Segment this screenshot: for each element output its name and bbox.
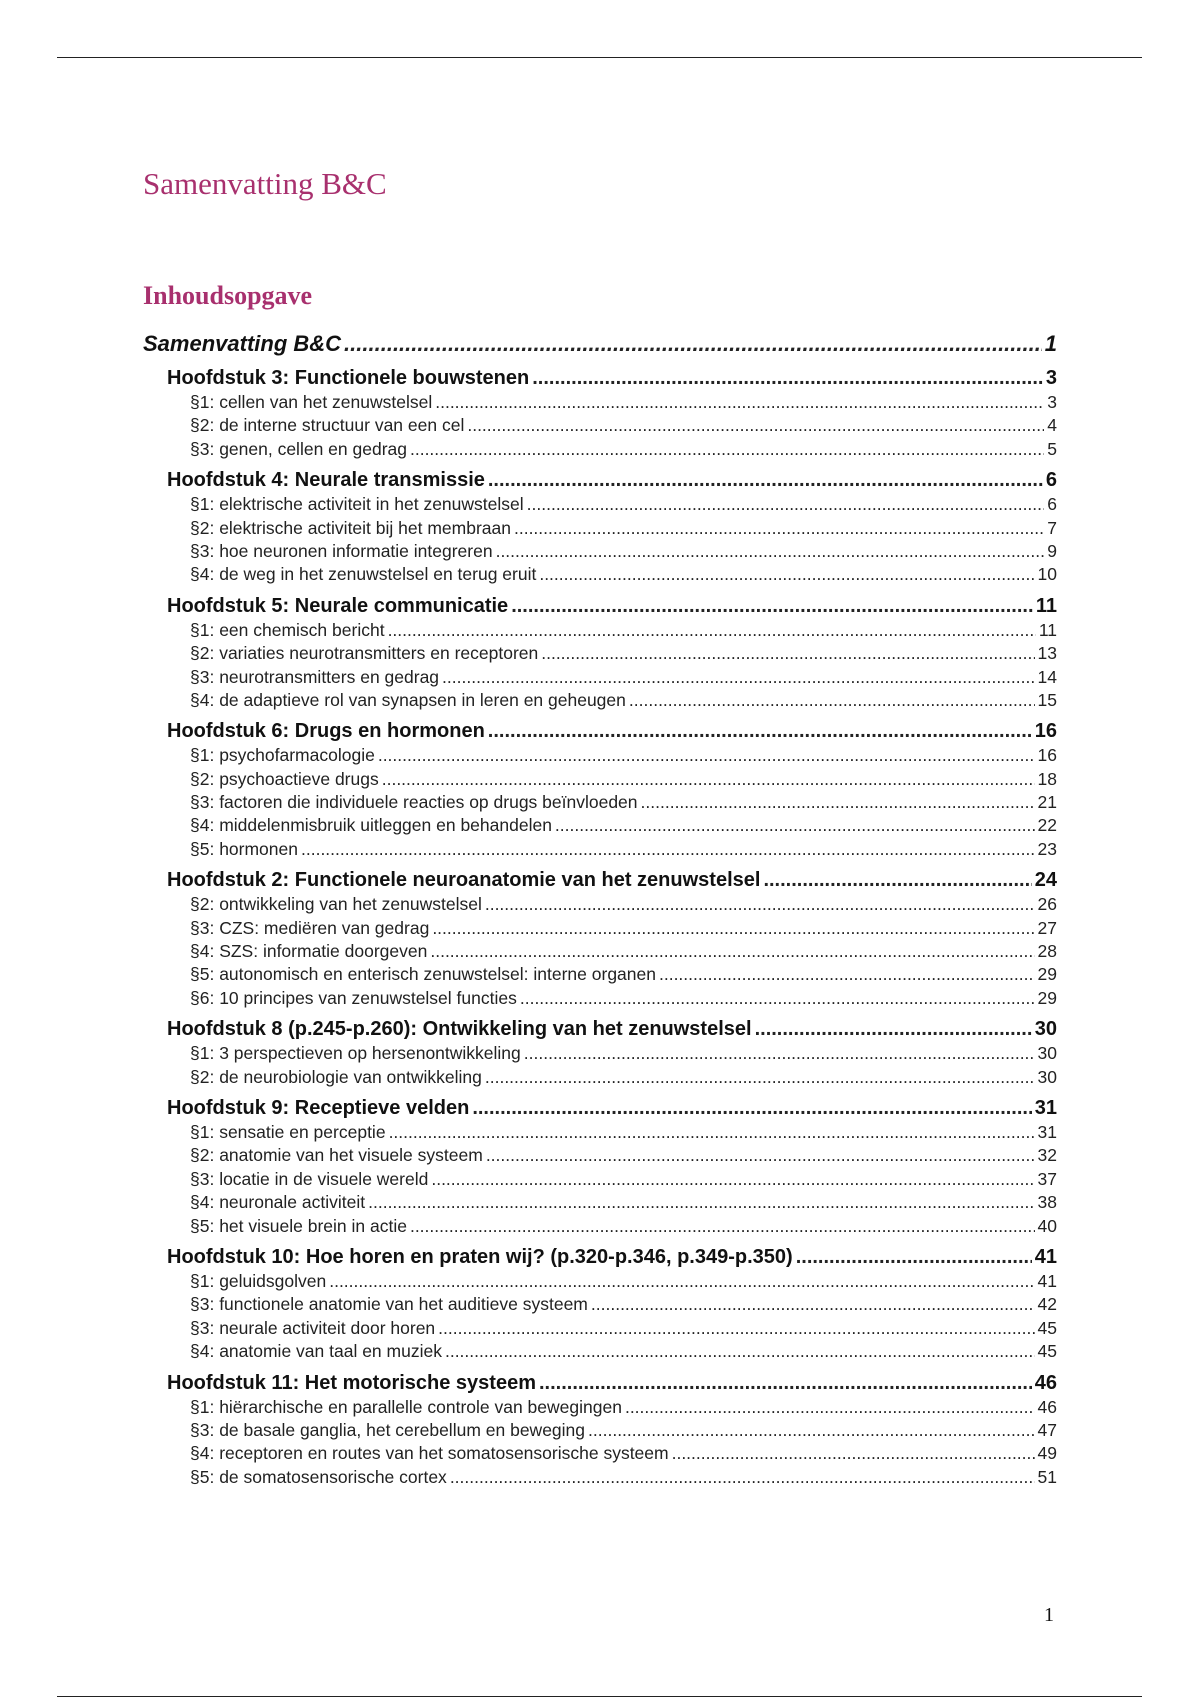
dot-leader [514,518,1044,539]
toc-section-entry[interactable] [143,690,1057,713]
section-page: 5 [1047,438,1057,459]
chapter-label: Hoofdstuk 3: Functionele bouwstenen [167,367,530,389]
section-label: §4: middelenmisbruik uitleggen en behandelen [190,815,552,836]
toc-section-entry[interactable] [143,494,1057,517]
chapter-page: 11 [1035,594,1057,617]
toc-section-entry[interactable] [143,667,1057,690]
section-page: 46 [1037,1396,1057,1417]
dot-leader [488,469,1043,492]
chapter-page: 24 [1034,869,1057,892]
dot-leader [796,1246,1032,1269]
dot-leader [532,367,1043,390]
dot-leader [641,792,1035,813]
toc-section-entry[interactable] [143,1067,1057,1090]
section-label: §5: hormonen [190,838,298,859]
dot-leader [430,941,1034,962]
dot-leader [763,869,1031,892]
toc-chapter-entry[interactable] [143,869,1057,894]
toc-section-entry[interactable] [143,1294,1057,1317]
toc-section-entry[interactable] [143,1192,1057,1215]
dot-leader [329,1271,1034,1292]
toc-section-entry[interactable] [143,1216,1057,1239]
toc-chapter-entry[interactable] [143,367,1057,392]
dot-leader [539,1372,1032,1395]
section-label: §3: factoren die individuele reacties op drugs beïnvloeden [190,792,638,813]
section-page: 42 [1037,1294,1057,1315]
dot-leader [541,643,1034,664]
section-page: 26 [1037,894,1057,915]
toc-section-entry[interactable] [143,815,1057,838]
section-page: 4 [1047,415,1057,436]
toc-chapter-entry[interactable] [143,595,1057,620]
dot-leader [301,839,1035,860]
toc-chapter [143,367,1057,462]
toc-section-entry[interactable] [143,745,1057,768]
section-label: §5: autonomisch en enterisch zenuwstelsel: interne organen [190,964,656,985]
dot-leader [524,1043,1035,1064]
toc-chapter-entry[interactable] [143,1246,1057,1271]
dot-leader [410,439,1044,460]
toc-section-entry[interactable] [143,518,1057,541]
section-page: 45 [1037,1317,1057,1338]
section-page: 51 [1037,1466,1057,1487]
section-label: §3: functionele anatomie van het auditieve systeem [190,1294,588,1315]
chapter-label: Hoofdstuk 11: Het motorische systeem [167,1371,536,1394]
section-label: §2: ontwikkeling van het zenuwstelsel [190,894,482,915]
toc-section-entry[interactable] [143,1318,1057,1341]
dot-leader [368,1192,1034,1213]
dot-leader [485,1067,1035,1088]
chapter-page: 16 [1034,720,1057,743]
toc-chapter [143,595,1057,714]
chapter-page: 6 [1045,469,1057,492]
dot-leader [382,769,1035,790]
footer-rule [57,1696,1142,1697]
section-page: 37 [1037,1168,1057,1189]
dot-leader [378,745,1035,766]
toc-chapter-entry[interactable] [143,469,1057,494]
section-page: 47 [1037,1419,1057,1440]
dot-leader [435,392,1044,413]
dot-leader [520,988,1035,1009]
section-label: §3: genen, cellen en gedrag [190,438,407,459]
section-page: 28 [1037,941,1057,962]
dot-leader [511,595,1033,618]
section-page: 23 [1037,838,1057,859]
section-page: 15 [1037,689,1057,710]
section-label: §2: de interne structuur van een cel [190,415,465,436]
section-page: 30 [1037,1043,1057,1064]
toc-chapter [143,1372,1057,1491]
section-label: §1: geluidsgolven [190,1270,327,1291]
section-page: 40 [1037,1215,1057,1236]
chapter-label: Hoofdstuk 4: Neurale transmissie [167,469,485,492]
dot-leader [527,494,1045,515]
section-page: 29 [1037,987,1057,1008]
section-page: 41 [1037,1270,1057,1291]
section-label: §5: de somatosensorische cortex [190,1466,447,1487]
chapter-page: 41 [1034,1245,1057,1268]
toc-chapter-entry[interactable] [143,1097,1057,1122]
dot-leader [555,815,1035,836]
toc-section-entry[interactable] [143,918,1057,941]
section-label: §4: de adaptieve rol van synapsen in leren en geheugen [190,689,626,710]
section-label: §1: elektrische activiteit in het zenuwstelsel [190,494,524,515]
dot-leader [625,1397,1035,1418]
dot-leader [588,1420,1035,1441]
section-page: 31 [1037,1121,1057,1142]
section-page: 10 [1037,564,1057,585]
dot-leader [442,667,1034,688]
section-page: 22 [1037,815,1057,836]
toc-chapter [143,469,1057,588]
toc-section-entry[interactable] [143,1271,1057,1294]
toc-section-entry[interactable] [143,643,1057,666]
section-label: §2: variaties neurotransmitters en receptoren [190,643,539,664]
section-page: 21 [1037,792,1057,813]
section-page: 49 [1037,1443,1057,1464]
toc-section-entry[interactable] [143,941,1057,964]
section-page: 32 [1037,1145,1057,1166]
toc-chapter [143,720,1057,862]
toc-section-entry[interactable] [143,564,1057,587]
section-label: §3: hoe neuronen informatie integreren [190,540,493,561]
section-page: 3 [1047,392,1057,412]
section-page: 45 [1037,1341,1057,1362]
section-page: 29 [1037,964,1057,985]
toc-section-entry[interactable] [143,769,1057,792]
toc-section-entry[interactable] [143,439,1057,462]
toc-section-entry[interactable] [143,839,1057,862]
toc-chapter [143,1018,1057,1090]
section-page: 18 [1037,768,1057,789]
section-label: §1: hiërarchische en parallelle controle van bewegingen [190,1396,622,1417]
dot-leader [438,1318,1034,1339]
toc-section-entry[interactable] [143,415,1057,438]
toc-section-entry[interactable] [143,792,1057,815]
chapter-page: 3 [1045,367,1057,389]
dot-leader [344,331,1042,357]
section-label: §2: elektrische activiteit bij het membraan [190,517,511,538]
chapter-label: Hoofdstuk 2: Functionele neuroanatomie van het zenuwstelsel [167,869,761,892]
section-label: §2: de neurobiologie van ontwikkeling [190,1066,482,1087]
section-label: §4: SZS: informatie doorgeven [190,941,428,962]
toc-section-entry[interactable] [143,1341,1057,1364]
toc-chapter-entry[interactable] [143,1018,1057,1043]
toc-section-entry[interactable] [143,541,1057,564]
chapter-label: Hoofdstuk 8 (p.245-p.260): Ontwikkeling van het zenuwstelsel [167,1018,752,1041]
dot-leader [389,1122,1035,1143]
toc-entry-label: Samenvatting B&C [143,331,342,356]
toc-chapter [143,1246,1057,1365]
toc-section-entry[interactable] [143,1169,1057,1192]
toc-heading: Inhoudsopgave [143,281,313,310]
dot-leader [539,564,1034,585]
toc-entry-page: 1 [1044,331,1057,356]
dot-leader [486,1145,1035,1166]
dot-leader [496,541,1045,562]
toc-chapter-entry[interactable] [143,720,1057,745]
dot-leader [488,720,1032,743]
section-label: §5: het visuele brein in actie [190,1215,407,1236]
chapter-label: Hoofdstuk 9: Receptieve velden [167,1096,470,1119]
document-title: Samenvatting B&C [143,166,387,201]
dot-leader [591,1294,1035,1315]
dot-leader [467,415,1044,436]
toc-section-entry[interactable] [143,620,1057,643]
section-label: §1: een chemisch bericht [190,619,385,640]
header-rule [57,57,1142,58]
toc-section-entry[interactable] [143,1043,1057,1066]
section-label: §3: neurale activiteit door horen [190,1317,436,1338]
section-label: §3: neurotransmitters en gedrag [190,666,440,687]
toc-section-entry[interactable] [143,1420,1057,1443]
section-label: §2: anatomie van het visuele systeem [190,1145,483,1166]
chapter-label: Hoofdstuk 6: Drugs en hormonen [167,720,485,743]
page-number: 1 [1044,1604,1054,1626]
section-page: 14 [1037,666,1057,687]
toc-chapter-entry[interactable] [143,1372,1057,1397]
section-label: §1: cellen van het zenuwstelsel [190,392,433,412]
dot-leader [445,1341,1035,1362]
table-of-contents [143,331,1057,1490]
section-page: 9 [1047,540,1057,561]
toc-chapter [143,1097,1057,1239]
section-page: 6 [1047,494,1057,515]
toc-section-entry[interactable] [143,1443,1057,1466]
chapter-page: 31 [1034,1096,1057,1119]
section-label: §4: de weg in het zenuwstelsel en terug eruit [190,564,537,585]
dot-leader [629,690,1035,711]
section-label: §1: psychofarmacologie [190,745,375,766]
toc-chapter [143,869,1057,1011]
dot-leader [485,894,1035,915]
section-page: 30 [1037,1066,1057,1087]
dot-leader [659,964,1035,985]
toc-section-entry[interactable] [143,1122,1057,1145]
toc-section-entry[interactable] [143,392,1057,415]
dot-leader [672,1443,1035,1464]
section-page: 7 [1047,517,1057,538]
toc-section-entry[interactable] [143,1145,1057,1168]
section-label: §6: 10 principes van zenuwstelsel functies [190,987,517,1008]
section-label: §3: locatie in de visuele wereld [190,1168,429,1189]
section-page: 38 [1037,1192,1057,1213]
section-page: 16 [1037,745,1057,766]
chapter-page: 46 [1034,1371,1057,1394]
dot-leader [755,1018,1032,1041]
dot-leader [472,1097,1031,1120]
chapter-page: 30 [1034,1018,1057,1041]
section-label: §4: neuronale activiteit [190,1192,366,1213]
toc-section-entry[interactable] [143,894,1057,917]
toc-section-entry[interactable] [143,988,1057,1011]
dot-leader [410,1216,1035,1237]
toc-section-entry[interactable] [143,1397,1057,1420]
section-label: §3: de basale ganglia, het cerebellum en beweging [190,1419,586,1440]
section-label: §1: 3 perspectieven op hersenontwikkeling [190,1043,521,1064]
section-label: §2: psychoactieve drugs [190,768,379,789]
toc-entry-title[interactable] [143,331,1057,359]
dot-leader [450,1467,1035,1488]
section-label: §4: receptoren en routes van het somatosensorische systeem [190,1443,669,1464]
section-page: 27 [1037,917,1057,938]
section-label: §4: anatomie van taal en muziek [190,1341,442,1362]
chapter-label: Hoofdstuk 5: Neurale communicatie [167,594,509,617]
dot-leader [432,918,1034,939]
chapter-label: Hoofdstuk 10: Hoe horen en praten wij? (p.320-p.346, p.349-p.350) [167,1245,793,1268]
dot-leader [431,1169,1034,1190]
toc-section-entry[interactable] [143,964,1057,987]
toc-section-entry[interactable] [143,1467,1057,1490]
section-label: §1: sensatie en perceptie [190,1121,386,1142]
section-label: §3: CZS: mediëren van gedrag [190,917,430,938]
section-page: 11 [1038,619,1057,640]
section-page: 13 [1037,643,1057,664]
dot-leader [388,620,1036,641]
